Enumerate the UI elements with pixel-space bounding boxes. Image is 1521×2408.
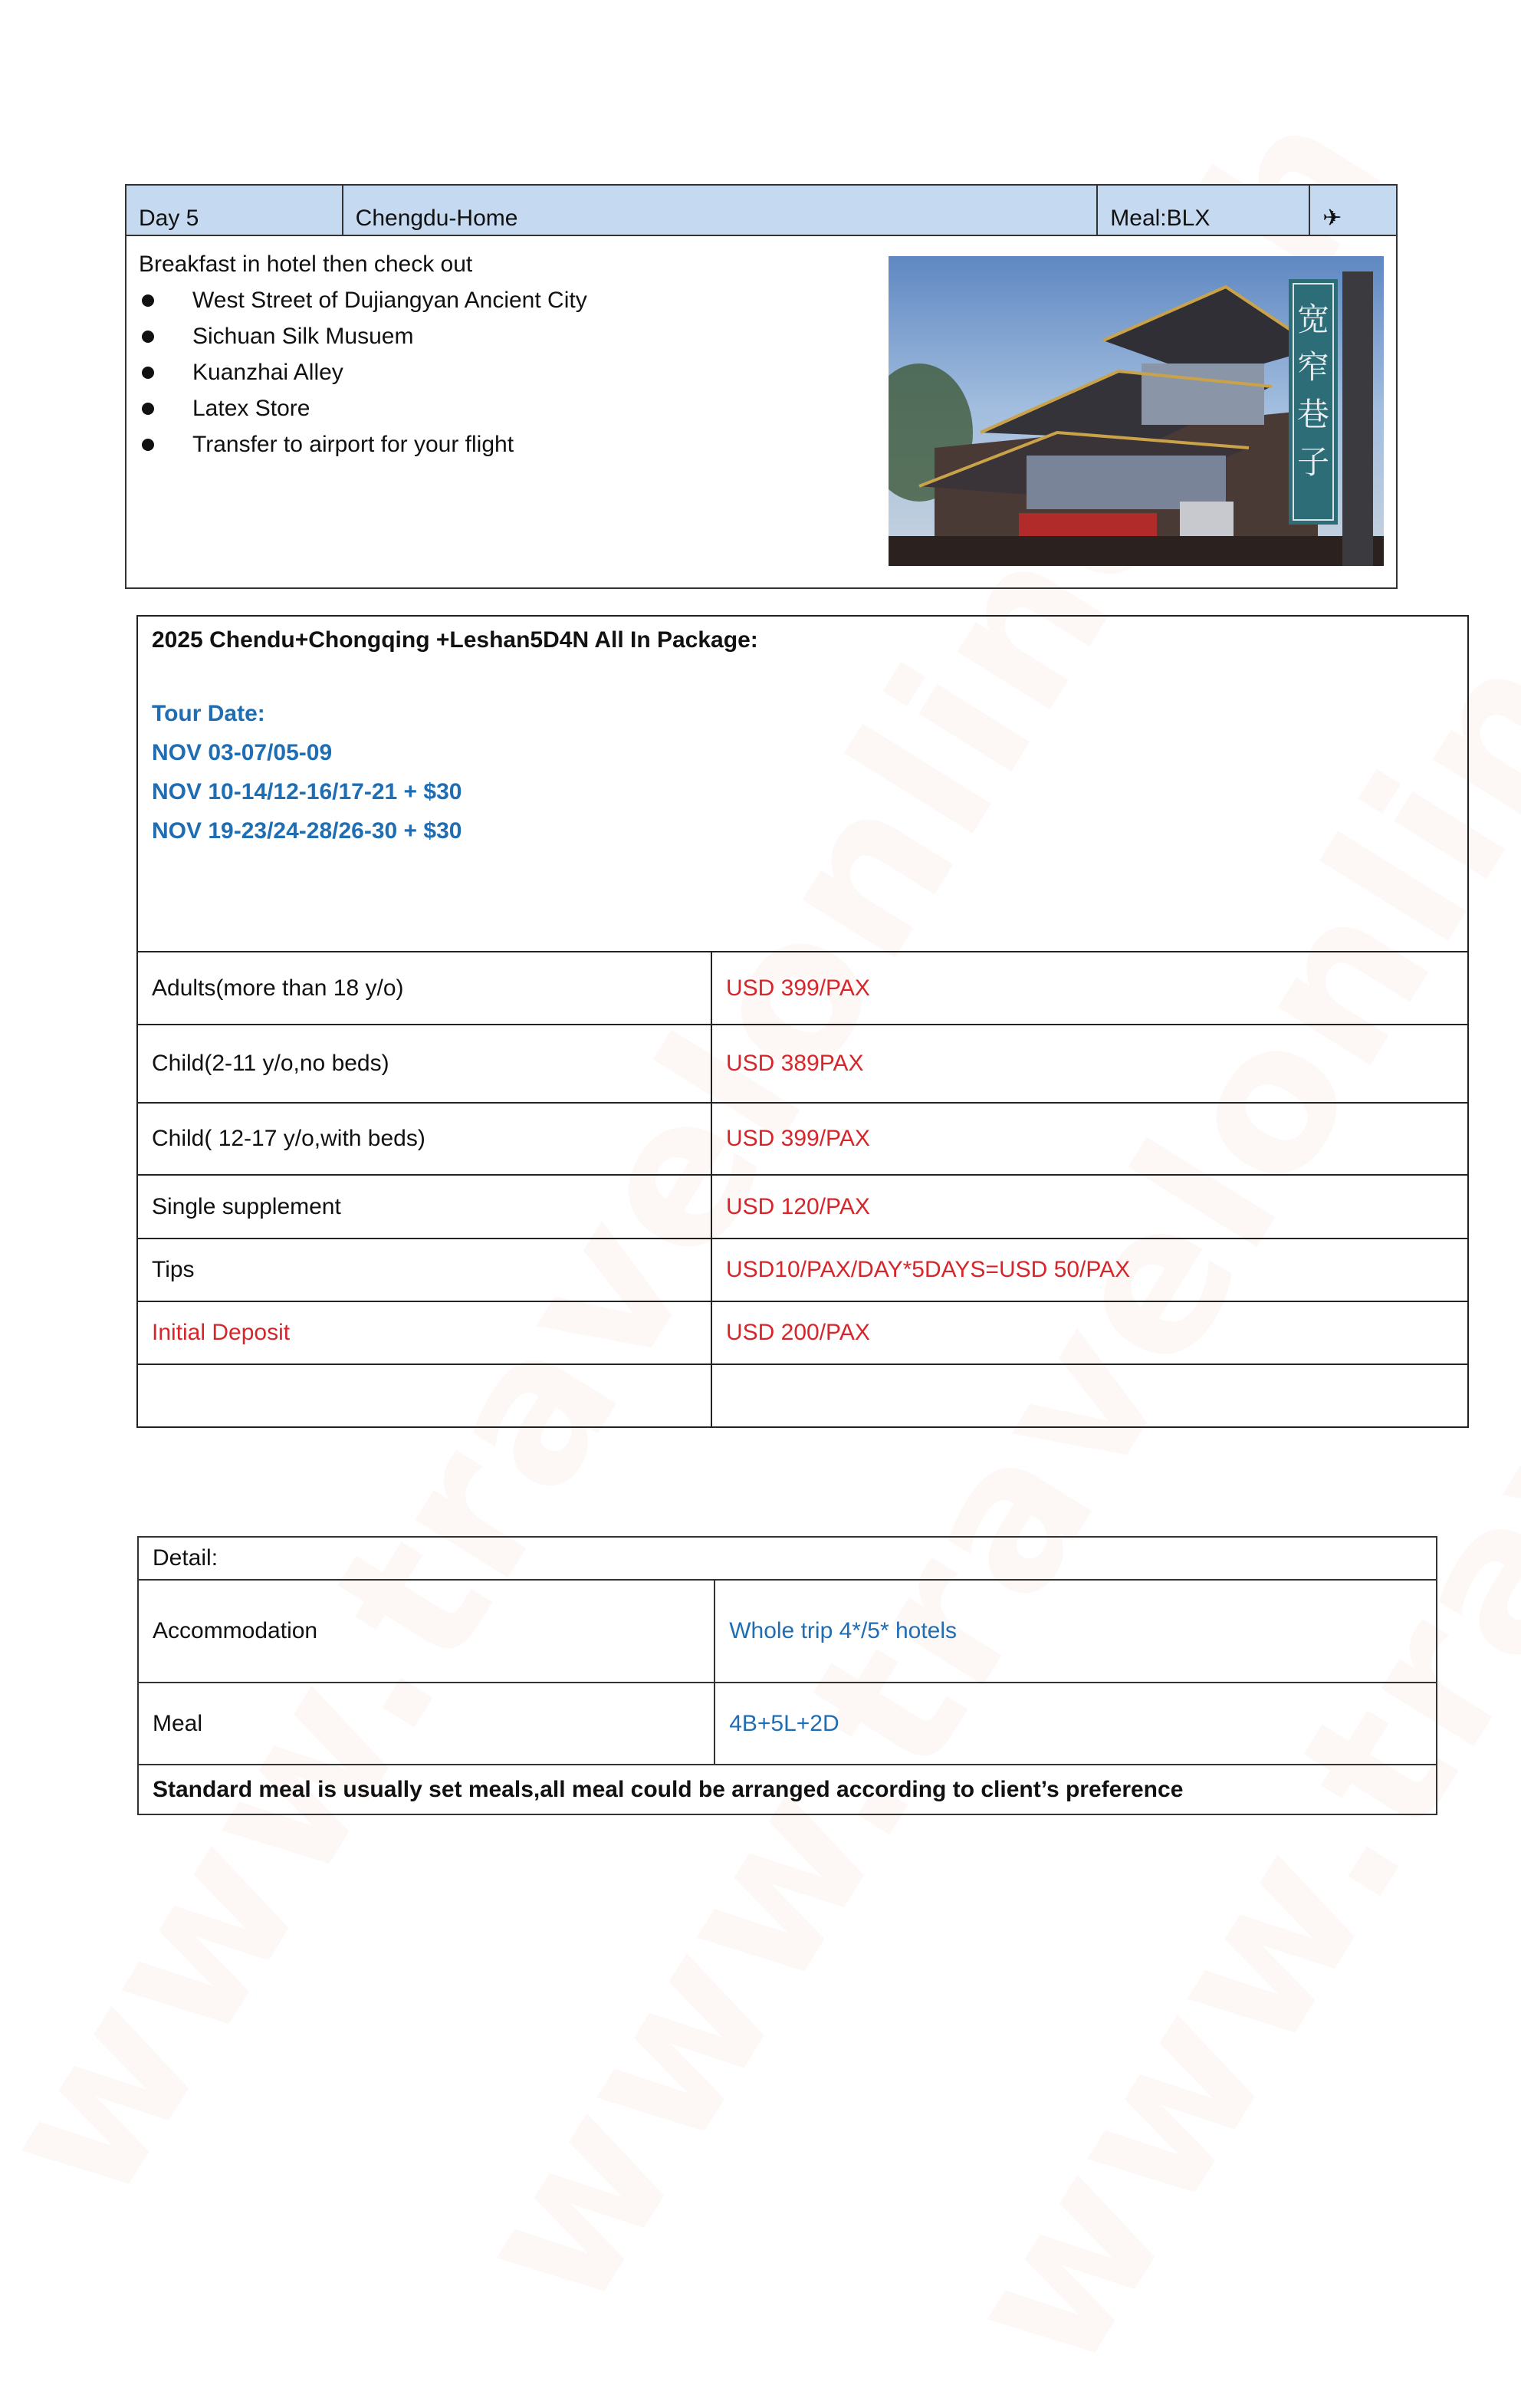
- list-item: Kuanzhai Alley: [139, 354, 1384, 390]
- tour-date-line: NOV 03-07/05-09: [152, 740, 333, 765]
- table-row: [137, 1103, 1468, 1175]
- price-label: Child( 12-17 y/o,with beds): [137, 1103, 711, 1175]
- price-value: USD 399/PAX: [711, 1103, 1468, 1175]
- price-value: USD 120/PAX: [711, 1175, 1468, 1239]
- table-row: [137, 1364, 1468, 1427]
- day-route: Chengdu-Home: [343, 185, 1098, 235]
- day-body-cell: [126, 235, 1397, 588]
- table-row: [137, 1239, 1468, 1301]
- tour-date-line: NOV 10-14/12-16/17-21 + $30: [152, 779, 462, 804]
- table-row: [138, 1580, 1437, 1683]
- day-header-row: [126, 185, 1397, 235]
- detail-table: [137, 1536, 1437, 1815]
- package-header-cell: [137, 616, 1468, 952]
- price-label: Tips: [137, 1239, 711, 1301]
- table-row: [137, 1175, 1468, 1239]
- detail-header: Detail:: [138, 1537, 1437, 1580]
- detail-label: Meal: [138, 1683, 715, 1765]
- airplane-icon: ✈: [1309, 185, 1397, 235]
- day-intro: Breakfast in hotel then check out: [139, 252, 473, 277]
- table-row: [137, 952, 1468, 1025]
- detail-value: 4B+5L+2D: [715, 1683, 1437, 1765]
- day-body-row: [126, 235, 1397, 588]
- day-label: Day 5: [126, 185, 343, 235]
- list-item: Sichuan Silk Musuem: [139, 318, 1384, 354]
- package-header-row: [137, 616, 1468, 952]
- bullet-icon: [142, 367, 154, 379]
- price-value: [711, 1364, 1468, 1427]
- table-row: [137, 1025, 1468, 1103]
- price-value: USD10/PAX/DAY*5DAYS=USD 50/PAX: [711, 1239, 1468, 1301]
- bullet-icon: [142, 294, 154, 307]
- price-value: USD 399/PAX: [711, 952, 1468, 1025]
- table-row: [138, 1683, 1437, 1765]
- tour-date-line: NOV 19-23/24-28/26-30 + $30: [152, 818, 462, 844]
- bullet-icon: [142, 331, 154, 343]
- package-title: 2025 Chendu+Chongqing +Leshan5D4N All In Package:: [152, 627, 758, 653]
- price-label: Child(2-11 y/o,no beds): [137, 1025, 711, 1103]
- price-label: [137, 1364, 711, 1427]
- price-value: USD 200/PAX: [711, 1301, 1468, 1364]
- bullet-icon: [142, 403, 154, 415]
- price-label: Adults(more than 18 y/o): [137, 952, 711, 1025]
- detail-header-row: [138, 1537, 1437, 1580]
- price-label: Single supplement: [137, 1175, 711, 1239]
- detail-footer-row: [138, 1765, 1437, 1814]
- list-item: Transfer to airport for your flight: [139, 426, 1384, 462]
- kuanzhai-alley-photo: [889, 256, 1384, 566]
- package-pricing-table: [136, 615, 1469, 1428]
- detail-label: Accommodation: [138, 1580, 715, 1683]
- sign-text: 宽窄巷子: [1296, 301, 1329, 481]
- table-row: [137, 1301, 1468, 1364]
- list-item: West Street of Dujiangyan Ancient City: [139, 282, 1384, 318]
- bullet-icon: [142, 439, 154, 451]
- day-itinerary-table: [125, 184, 1398, 589]
- detail-footer: Standard meal is usually set meals,all meal could be arranged according to client’s preference: [138, 1765, 1437, 1814]
- detail-value: Whole trip 4*/5* hotels: [715, 1580, 1437, 1683]
- list-item: Latex Store: [139, 390, 1384, 426]
- tour-date-label: Tour Date:: [152, 701, 265, 726]
- price-value: USD 389PAX: [711, 1025, 1468, 1103]
- price-label: Initial Deposit: [137, 1301, 711, 1364]
- day-meal: Meal:BLX: [1097, 185, 1309, 235]
